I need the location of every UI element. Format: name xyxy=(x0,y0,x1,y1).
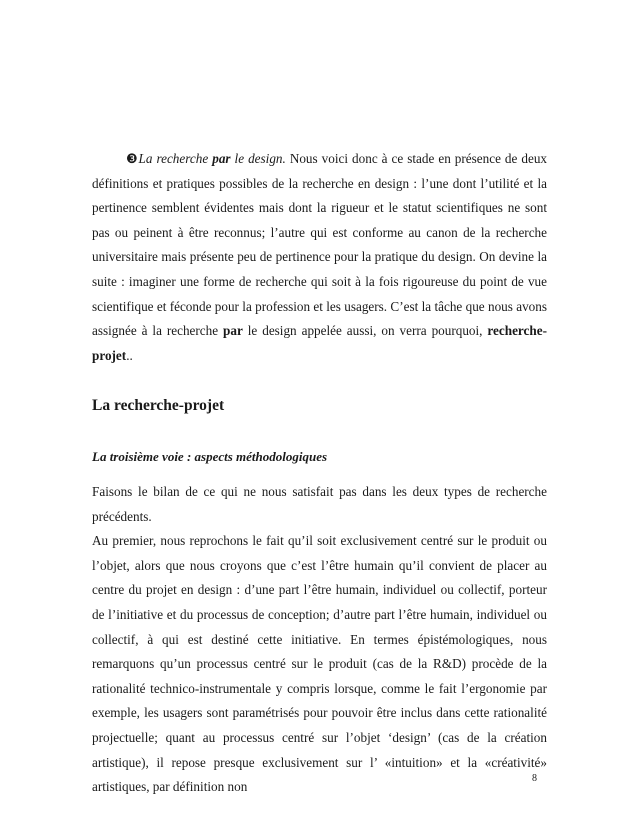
page-number: 8 xyxy=(532,773,537,784)
paragraph-lead-bold-italic: par xyxy=(212,151,231,166)
paragraph-text-2: le design appelée aussi, on verra pourquoi, xyxy=(242,323,488,339)
bullet-number-icon: ❸ xyxy=(126,151,139,166)
paragraph-bold-par: par xyxy=(223,323,243,339)
paragraph-text-1: Nous voici donc à ce stade en présence de deux définitions et pratiques possibles de la recherche en design : l’une dont l’utilité et la pertinence semblent évidentes mais dont la rigueur et le statut scientifiques ne sont pas ou peinent à être reconnus; l’autre qui est conforme au canon de la recherche universitaire mais présente peu de pertinence pour la pratique du design. On devine la suite : imaginer une forme de recherche qui soit à la fois rigoureuse du point de vue scientifique et féconde pour la profession et les usagers. C’est la tâche que nous avons assignée à la recherche xyxy=(92,151,548,339)
section-heading: La recherche-projet xyxy=(92,397,225,414)
body-paragraph xyxy=(92,480,547,800)
paragraph-bold-recherche-projet: recherche-projet xyxy=(92,323,547,363)
section-subheading: La troisième voie : aspects méthodologiques xyxy=(92,449,328,464)
body-line-1: Faisons le bilan de ce qui ne nous satisfait pas dans les deux types de recherche précédents. xyxy=(92,484,547,524)
paragraph-text-3: .. xyxy=(126,347,133,363)
intro-paragraph xyxy=(92,147,547,368)
paragraph-lead-italic-2: le design. xyxy=(230,151,286,166)
paragraph-lead-italic-1: La recherche xyxy=(138,151,213,166)
body-line-2: Au premier, nous reprochons le fait qu’il soit exclusivement centré sur le produit ou l’objet, alors que nous croyons que c’est l’être humain qu’il convient de placer au centre du projet en design : d’une part l’être humain, individuel ou collectif, porteur de l’initiative et du processus de conception; d’autre part l’être humain, individuel ou collectif, à qui est destiné cette initiative. En termes épistémologiques, nous remarquons qu’un processus centré sur le produit (cas de la R&D) procède de la rationalité technico-instrumentale y compris lorsque, comme le fait l’ergonomie par exemple, les usagers sont paramétrisés pour pouvoir être inclus dans cette rationalité projectuelle; quant au processus centré sur l’objet ‘design’ (cas de la création artistique), il repose presque exclusivement sur l’ «intuition» et la «créativité» artistiques, par définition non xyxy=(92,533,547,795)
